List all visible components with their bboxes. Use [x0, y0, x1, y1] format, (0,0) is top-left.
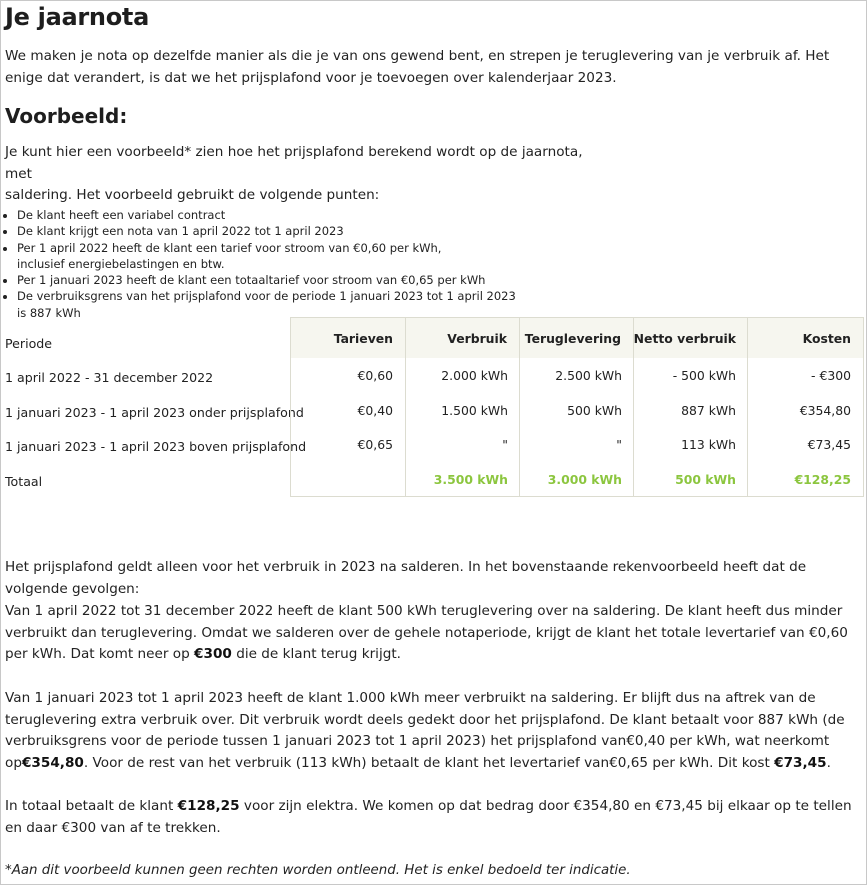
table-cell: €354,80 [799, 403, 851, 418]
header-teruglevering: Teruglevering [524, 331, 621, 346]
table-cell: 113 kWh [681, 437, 736, 452]
table-cell: " [616, 437, 622, 452]
paragraph-text: In totaal betaalt de klant [5, 798, 178, 814]
example-intro [5, 142, 605, 207]
table-cell: " [502, 437, 508, 452]
list-item: • Per 1 april 2022 heeft de klant een tarief voor stroom van €0,60 per kWh, inclusief energiebelastingen en btw. [17, 240, 487, 273]
consequence-paragraph: Het prijsplafond geldt alleen voor het verbruik in 2023 na salderen. In het bovenstaande rekenvoorbeeld heeft dat de volgende gevolgen: [5, 559, 807, 597]
disclaimer-note: *Aan dit voorbeeld kunnen geen rechten worden ontleend. Het is enkel bedoeld ter indicatie. [5, 863, 631, 878]
table-cell: 1.500 kWh [441, 403, 508, 418]
list-item: • De klant krijgt een nota van 1 april 2022 tot 1 april 2023 [17, 223, 517, 239]
total-netto-verbruik: 500 kWh [675, 472, 736, 487]
total-kosten: €128,25 [794, 472, 851, 487]
over-ceiling-amount: €73,45 [774, 754, 827, 771]
column-divider [519, 318, 520, 496]
example-intro-line-1: Je kunt hier een voorbeeld* zien hoe het prijsplafond berekend wordt op de jaarnota, met [5, 144, 583, 182]
paragraph-text: voor zijn elektra. We komen op dat bedrag door €354,80 en €73,45 bij elkaar op te tellen en daar €300 van af te trekken. [5, 798, 852, 836]
table-cell: 500 kWh [567, 403, 622, 418]
example-intro-line-2: saldering. Het voorbeeld gebruikt de volgende punten: [5, 187, 380, 203]
table-cell: €0,40 [357, 403, 393, 418]
row-label-1: 1 april 2022 - 31 december 2022 [5, 370, 214, 385]
table-cell: 2.500 kWh [555, 368, 622, 383]
list-item: • De verbruiksgrens van het prijsplafond voor de periode 1 januari 2023 tot 1 april 2023 is 887 kWh [17, 288, 517, 321]
table-cell: 2.000 kWh [441, 368, 508, 383]
table-cell: €0,60 [357, 368, 393, 383]
paragraph-text: Van 1 januari 2023 tot 1 april 2023 heeft de klant 1.000 kWh meer verbruikt na saldering. Er blijft dus na aftrek van de teruglevering extra verbruik over. Dit verbruik wordt deels gedekt door het prijsplafond. De klant betaalt voor 887 kWh (de verbruiksgrens voor de periode tussen 1 januari 2023 tot 1 april 2023) het prijsplafond van€0,40 per kWh, wat neerkomt op [5, 690, 845, 771]
row-label-3: 1 januari 2023 - 1 april 2023 boven prijsplafond [5, 439, 307, 454]
paragraph-text: Van 1 april 2022 tot 31 december 2022 heeft de klant 500 kWh teruglevering over na saldering. De klant heeft dus minder verbruikt dan teruglevering. Omdat we salderen over de gehele notaperiode, krijgt de klant het totale levertarief van €0,60 per kWh. Dat komt neer op [5, 603, 848, 662]
total-paragraph [5, 796, 860, 839]
table-cell: - €300 [811, 368, 851, 383]
assumption-list [17, 207, 517, 321]
total-verbruik: 3.500 kWh [433, 472, 508, 487]
intro-paragraph: We maken je nota op dezelfde manier als die je van ons gewend bent, en strepen je teruglevering van je verbruik af. Het enige dat verandert, is dat we het prijsplafond voor je toevoegen over kalenderjaar 2023. [5, 48, 830, 86]
table-cell: €73,45 [807, 437, 851, 452]
ceiling-amount: €354,80 [21, 754, 84, 771]
total-teruglevering: 3.000 kWh [547, 472, 622, 487]
row-label-2: 1 januari 2023 - 1 april 2023 onder prijsplafond [5, 405, 304, 420]
example-heading: Voorbeeld: [5, 104, 128, 128]
total-amount: €128,25 [177, 798, 240, 814]
list-item: • De klant heeft een variabel contract [17, 207, 517, 223]
table-cell: - 500 kWh [672, 368, 736, 383]
paragraph-text: die de klant terug krijgt. [231, 646, 402, 662]
period-2023-paragraph [5, 688, 860, 774]
page-title: Je jaarnota [5, 3, 149, 31]
column-divider [747, 318, 748, 496]
cost-table [290, 317, 864, 497]
table-cell: 887 kWh [681, 403, 736, 418]
list-item: • Per 1 januari 2023 heeft de klant een totaaltarief voor stroom van €0,65 per kWh [17, 272, 517, 288]
column-divider [405, 318, 406, 496]
header-kosten: Kosten [802, 331, 851, 346]
header-verbruik: Verbruik [447, 331, 507, 346]
header-tarieven: Tarieven [333, 331, 393, 346]
paragraph-text: . [826, 754, 831, 771]
header-netto-verbruik: Netto verbruik [633, 331, 736, 346]
period-2022-paragraph [5, 601, 860, 666]
table-cell: €0,65 [357, 437, 393, 452]
period-header: Periode [5, 336, 53, 351]
paragraph-text: . Voor de rest van het verbruik (113 kWh) betaalt de klant het levertarief van€0,65 per kWh. Dit kost [83, 754, 775, 771]
total-label: Totaal [5, 474, 43, 489]
refund-amount: €300 [194, 646, 232, 662]
